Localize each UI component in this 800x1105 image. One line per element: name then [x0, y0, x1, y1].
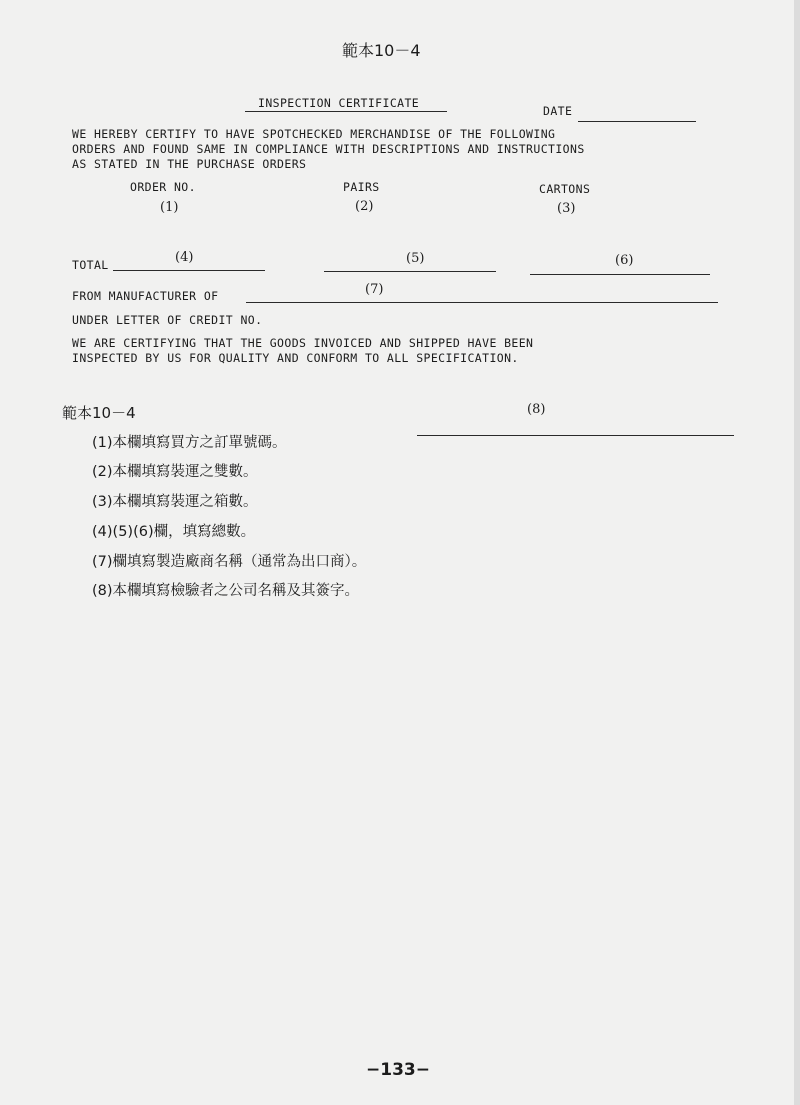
note-item-4: (4)(5)(6)欄，填寫總數。: [92, 524, 256, 540]
total-label: TOTAL: [72, 258, 109, 272]
marker-5: (5): [406, 251, 425, 266]
total-line-cartons: [530, 274, 710, 275]
marker-4: (4): [175, 250, 194, 265]
note-item-1: (1)本欄填寫買方之訂單號碼。: [92, 435, 287, 451]
note-item-2: (2)本欄填寫裝運之雙數。: [92, 464, 258, 480]
page-edge-shadow: [794, 0, 800, 1105]
total-line-orders: [113, 270, 265, 271]
note-item-3: (3)本欄填寫裝運之箱數。: [92, 494, 258, 510]
date-line: [578, 121, 696, 122]
lc-label: UNDER LETTER OF CREDIT NO.: [72, 313, 263, 327]
marker-3: (3): [557, 201, 576, 216]
intro-line-1: WE HEREBY CERTIFY TO HAVE SPOTCHECKED MERCHANDISE OF THE FOLLOWING: [72, 127, 556, 141]
marker-7: (7): [365, 282, 384, 297]
closing-line-1: WE ARE CERTIFYING THAT THE GOODS INVOICED AND SHIPPED HAVE BEEN: [72, 336, 534, 350]
page-number: −133−: [366, 1060, 430, 1080]
cartons-header: CARTONS: [539, 182, 591, 196]
manufacturer-line: [246, 302, 718, 303]
intro-line-3: AS STATED IN THE PURCHASE ORDERS: [72, 157, 307, 171]
signature-line: [417, 435, 734, 436]
intro-line-2: ORDERS AND FOUND SAME IN COMPLIANCE WITH DESCRIPTIONS AND INSTRUCTIONS: [72, 142, 585, 156]
total-line-pairs: [324, 271, 496, 272]
note-item-6: (8)本欄填寫檢驗者之公司名稱及其簽字。: [92, 583, 360, 599]
marker-8: (8): [527, 402, 546, 417]
manufacturer-label: FROM MANUFACTURER OF: [72, 289, 219, 303]
note-item-5: (7)欄填寫製造廠商名稱（通常為出口商）。: [92, 554, 367, 570]
marker-1: (1): [160, 200, 179, 215]
marker-2: (2): [355, 199, 374, 214]
notes-section-label: 範本10－4: [62, 404, 136, 422]
order-no-header: ORDER NO.: [130, 180, 196, 194]
certificate-title: INSPECTION CERTIFICATE: [258, 96, 420, 110]
sample-header: 範本10－4: [342, 41, 421, 60]
marker-6: (6): [615, 253, 634, 268]
closing-line-2: INSPECTED BY US FOR QUALITY AND CONFORM TO ALL SPECIFICATION.: [72, 351, 519, 365]
date-label: DATE: [543, 104, 573, 118]
title-underline: [245, 111, 447, 112]
pairs-header: PAIRS: [343, 180, 380, 194]
